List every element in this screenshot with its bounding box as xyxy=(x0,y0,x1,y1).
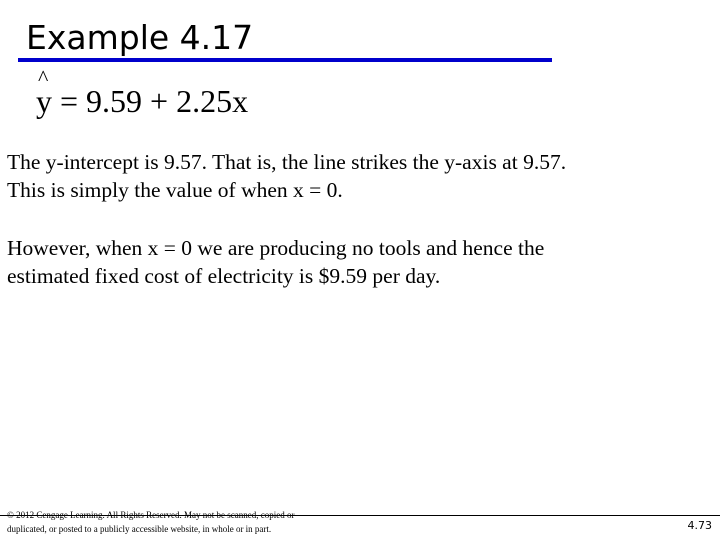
equation-y-hat xyxy=(36,65,52,120)
paragraph-line: The y-intercept is 9.57. That is, the line strikes the y-axis at 9.57. xyxy=(7,150,567,174)
paragraph-intercept xyxy=(7,148,566,204)
paragraph-line: However, when x = 0 we are producing no tools and hence the xyxy=(7,236,545,260)
equation-rhs: = 9.59 + 2.25x xyxy=(52,83,249,119)
copyright-line: duplicated, or posted to a publicly accessible website, in whole or in part. xyxy=(7,524,272,534)
hat-accent: ^ xyxy=(38,65,49,90)
paragraph-line: estimated fixed cost of electricity is $9.59 per day. xyxy=(7,264,441,288)
slide-number: 4.73 xyxy=(687,519,712,532)
slide-title: Example 4.17 xyxy=(26,18,254,57)
paragraph-fixed-cost xyxy=(7,234,544,290)
equation-y: y xyxy=(36,83,52,119)
regression-equation xyxy=(36,65,249,120)
copyright-line: © 2012 Cengage Learning. All Rights Reserved. May not be scanned, copied or xyxy=(7,510,295,520)
copyright-notice xyxy=(7,508,295,536)
title-underline xyxy=(18,58,552,62)
paragraph-line: This is simply the value of when x = 0. xyxy=(7,178,343,202)
